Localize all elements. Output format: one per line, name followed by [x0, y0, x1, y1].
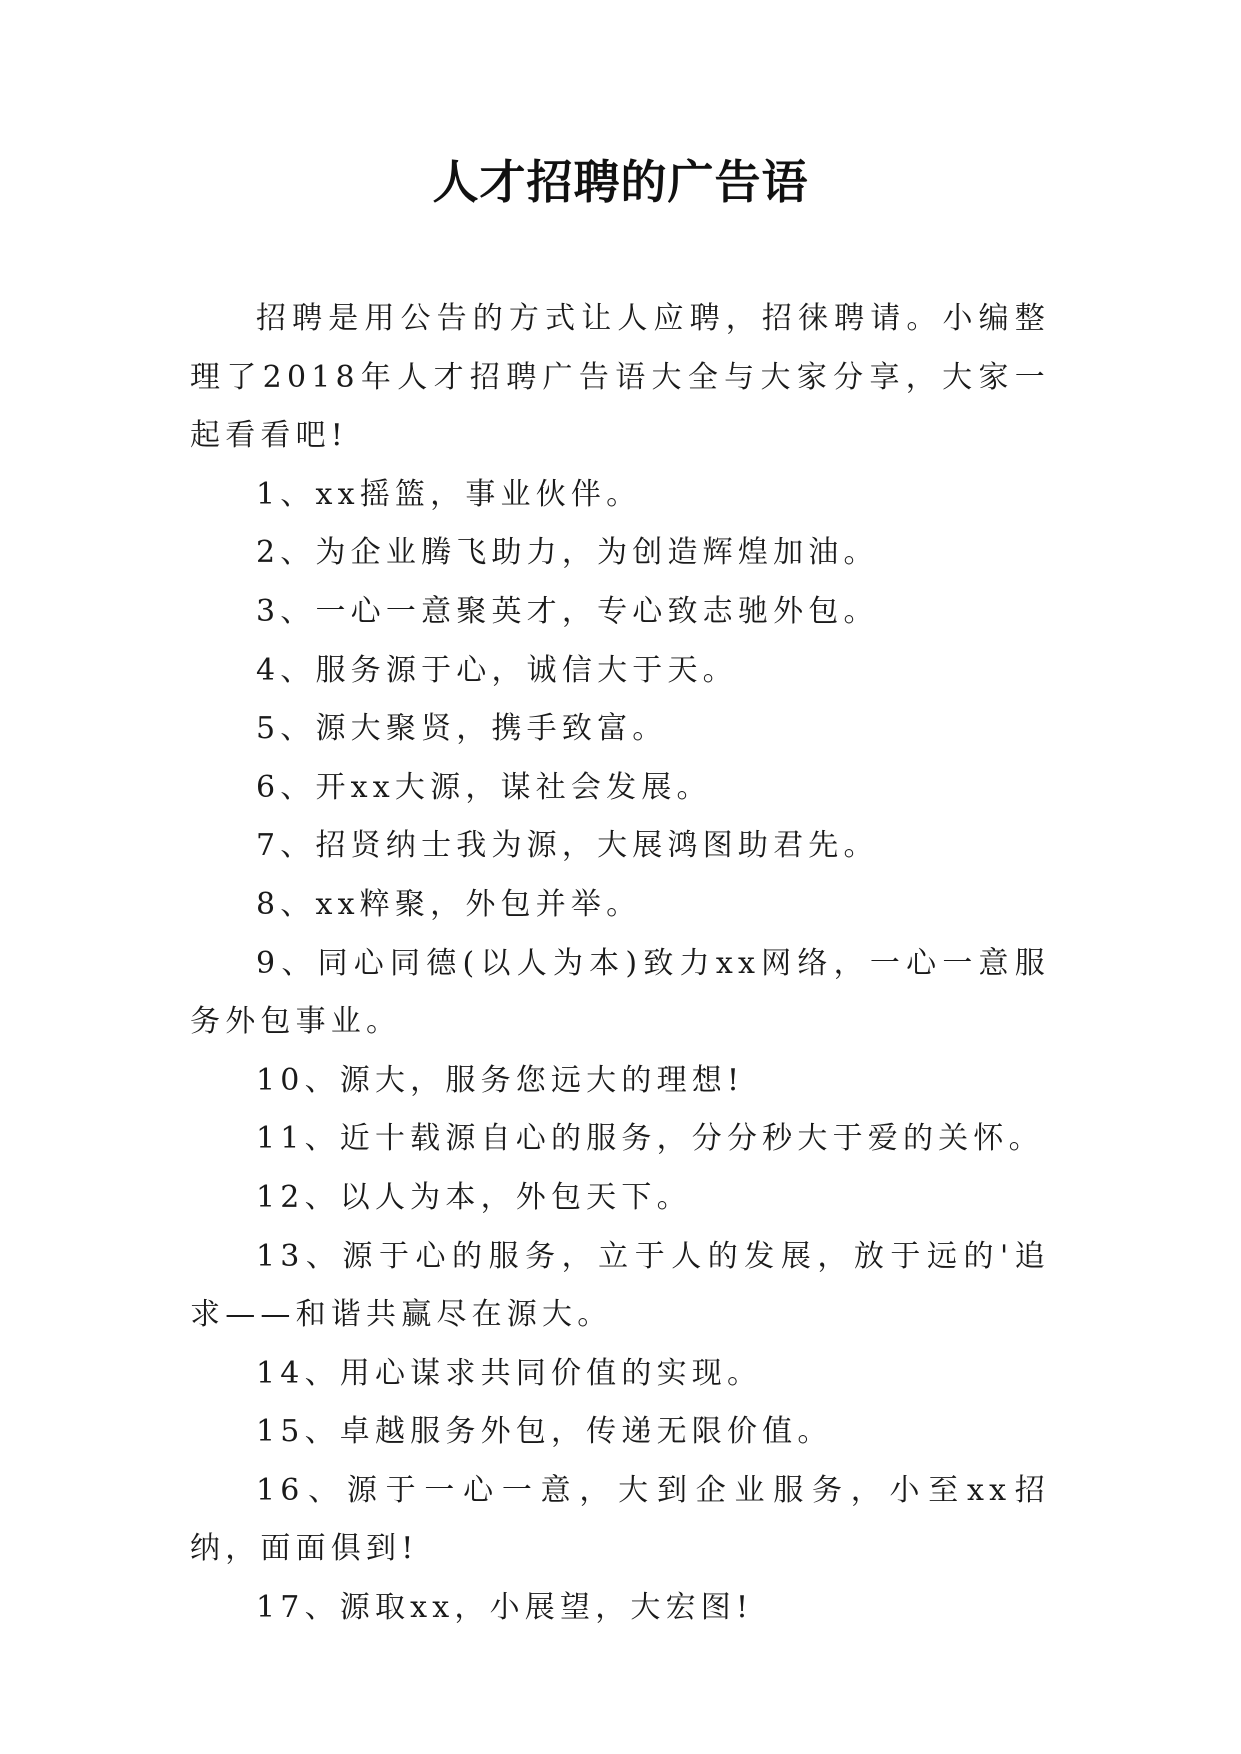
slogan-item-15: 15、卓越服务外包，传递无限价值。: [256, 1414, 833, 1450]
slogan-item-3: 3、一心一意聚英才，专心致志驰外包。: [256, 593, 879, 629]
slogan-item-7: 7、招贤纳士我为源，大展鸿图助君先。: [256, 828, 879, 864]
slogan-item-14: 14、用心谋求共同价值的实现。: [256, 1355, 763, 1391]
slogan-item-11: 11、近十载源自心的服务，分分秒大于爱的关怀。: [256, 1121, 1044, 1157]
slogan-item-9: 9、同心同德(以人为本)致力xx网络，一心一意服务外包事业。: [190, 945, 1050, 1040]
slogan-item-16: 16、源于一心一意，大到企业服务，小至xx招纳，面面俱到!: [190, 1472, 1050, 1567]
slogan-item-8: 8、xx粹聚，外包并举。: [256, 886, 642, 922]
slogan-item-17: 17、源取xx，小展望，大宏图!: [256, 1590, 754, 1626]
slogan-item-12: 12、以人为本，外包天下。: [256, 1179, 692, 1215]
document-body: [190, 290, 1050, 1638]
intro-paragraph: 招聘是用公告的方式让人应聘，招徕聘请。小编整理了2018年人才招聘广告语大全与大家分享，大家一起看看吧!: [190, 301, 1050, 454]
slogan-item-2: 2、为企业腾飞助力，为创造辉煌加油。: [256, 535, 879, 571]
document-title: 人才招聘的广告语: [432, 155, 809, 209]
slogan-item-6: 6、开xx大源，谋社会发展。: [256, 769, 712, 805]
slogan-item-5: 5、源大聚贤，携手致富。: [256, 711, 668, 747]
slogan-item-10: 10、源大，服务您远大的理想!: [256, 1062, 745, 1098]
slogan-item-1: 1、xx摇篮，事业伙伴。: [256, 476, 642, 512]
slogan-item-4: 4、服务源于心，诚信大于天。: [256, 652, 738, 688]
slogan-item-13: 13、源于心的服务，立于人的发展，放于远的'追求——和谐共赢尽在源大。: [190, 1238, 1050, 1333]
